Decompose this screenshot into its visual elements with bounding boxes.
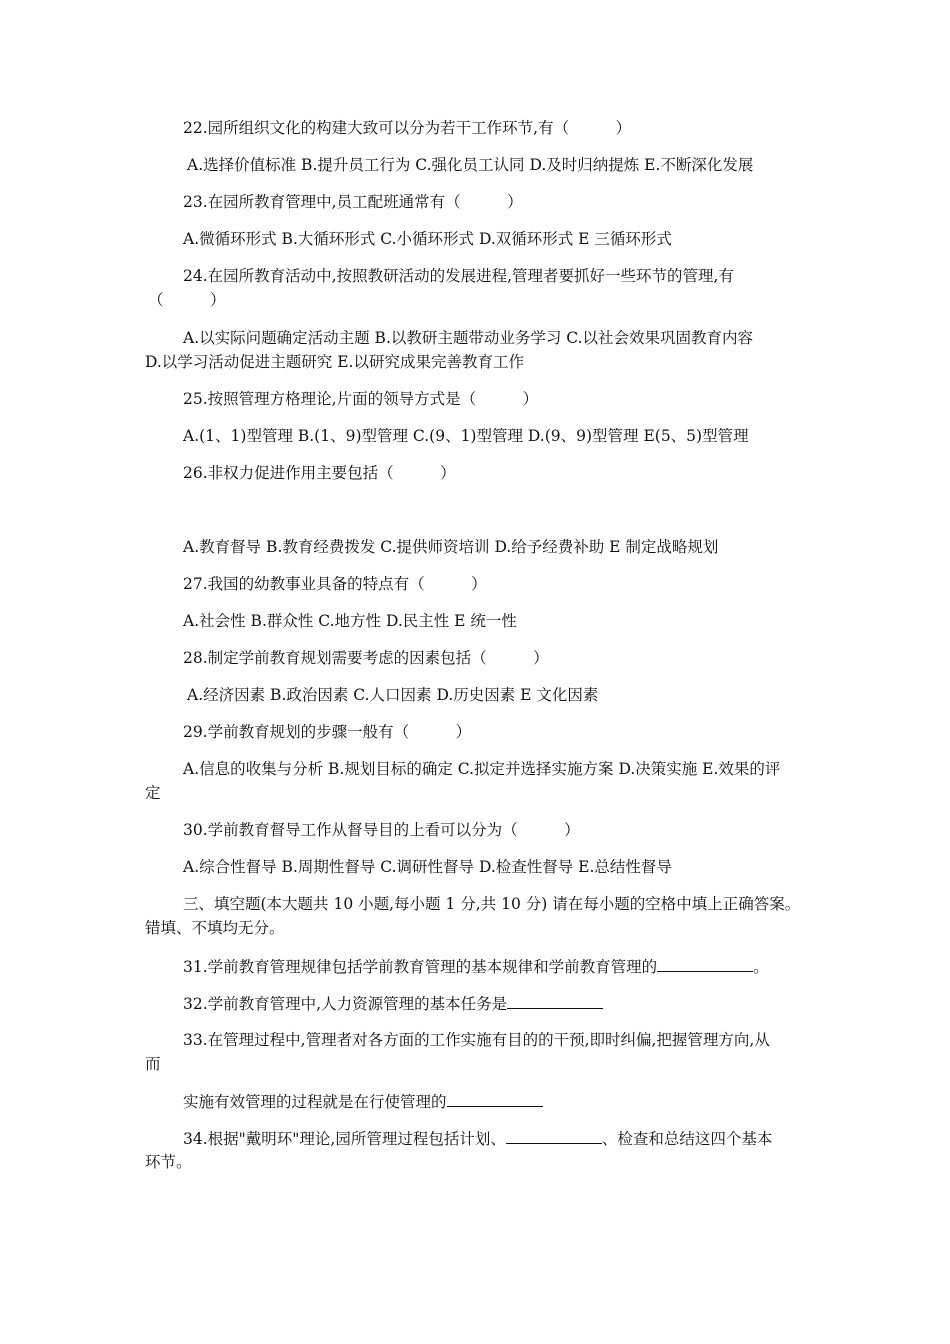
question-31 — [183, 956, 769, 977]
question-34-cont: 环节。 — [145, 1153, 192, 1171]
question-24-options-2: D.以学习活动促进主题研究 E.以研究成果完善教育工作 — [145, 353, 524, 371]
question-29-options-cont: 定 — [145, 784, 161, 802]
question-32-text: 32.学前教育管理中,人力资源管理的基本任务是 — [183, 995, 508, 1013]
question-33-cont: 而 — [145, 1055, 161, 1073]
question-27-options: A.社会性 B.群众性 C.地方性 D.民主性 E 统一性 — [183, 612, 517, 630]
answer-blank — [506, 1128, 602, 1144]
question-34-text: 34.根据"戴明环"理论,园所管理过程包括计划、 — [183, 1130, 506, 1148]
question-28: 28.制定学前教育规划需要考虑的因素包括（ ） — [183, 649, 549, 667]
question-23: 23.在园所教育管理中,员工配班通常有（ ） — [183, 193, 523, 211]
question-33: 33.在管理过程中,管理者对各方面的工作实施有目的的干预,即时纠偏,把握管理方向,从 — [183, 1031, 770, 1049]
question-24-parens: （ ） — [148, 291, 226, 309]
question-28-options: A.经济因素 B.政治因素 C.人口因素 D.历史因素 E 文化因素 — [187, 686, 599, 704]
question-26: 26.非权力促进作用主要包括（ ） — [183, 464, 456, 482]
question-32 — [183, 993, 603, 1014]
answer-blank — [657, 956, 753, 972]
section-3-heading: 三、填空题(本大题共 10 小题,每小题 1 分,共 10 分) 请在每小题的空格中填上正确答案。 — [183, 895, 801, 913]
answer-blank — [507, 993, 603, 1009]
question-25-options: A.(1、1)型管理 B.(1、9)型管理 C.(9、1)型管理 D.(9、9)型管理 E(5、5)型管理 — [183, 427, 749, 445]
question-29: 29.学前教育规划的步骤一般有（ ） — [183, 723, 472, 741]
question-24: 24.在园所教育活动中,按照教研活动的发展进程,管理者要抓好一些环节的管理,有 — [183, 267, 734, 285]
question-24-options-1: A.以实际问题确定活动主题 B.以教研主题带动业务学习 C.以社会效果巩固教育内容 — [183, 329, 754, 347]
question-29-options: A.信息的收集与分析 B.规划目标的确定 C.拟定并选择实施方案 D.决策实施 E.效果的评 — [183, 760, 781, 778]
question-33-cont-2 — [183, 1091, 543, 1112]
question-31-text: 31.学前教育管理规律包括学前教育管理的基本规律和学前教育管理的 — [183, 958, 658, 976]
question-25: 25.按照管理方格理论,片面的领导方式是（ ） — [183, 390, 539, 408]
question-30-options: A.综合性督导 B.周期性督导 C.调研性督导 D.检查性督导 E.总结性督导 — [183, 858, 672, 876]
question-22-options: A.选择价值标准 B.提升员工行为 C.强化员工认同 D.及时归纳提炼 E.不断深化发展 — [187, 156, 754, 174]
question-34 — [183, 1128, 772, 1149]
question-22: 22.园所组织文化的构建大致可以分为若干工作环节,有（ ） — [183, 119, 632, 137]
question-31-end: 。 — [753, 958, 769, 976]
answer-blank — [447, 1091, 543, 1107]
question-27: 27.我国的幼教事业具备的特点有（ ） — [183, 575, 487, 593]
section-3-heading-cont: 错填、不填均无分。 — [145, 919, 285, 937]
question-23-options: A.微循环形式 B.大循环形式 C.小循环形式 D.双循环形式 E 三循环形式 — [183, 230, 672, 248]
question-26-options: A.教育督导 B.教育经费拨发 C.提供师资培训 D.给予经费补助 E 制定战略规划 — [183, 538, 719, 556]
question-30: 30.学前教育督导工作从督导目的上看可以分为（ ） — [183, 821, 580, 839]
question-33-text: 实施有效管理的过程就是在行使管理的 — [183, 1093, 447, 1111]
question-34-text-2: 、检查和总结这四个基本 — [601, 1130, 773, 1148]
